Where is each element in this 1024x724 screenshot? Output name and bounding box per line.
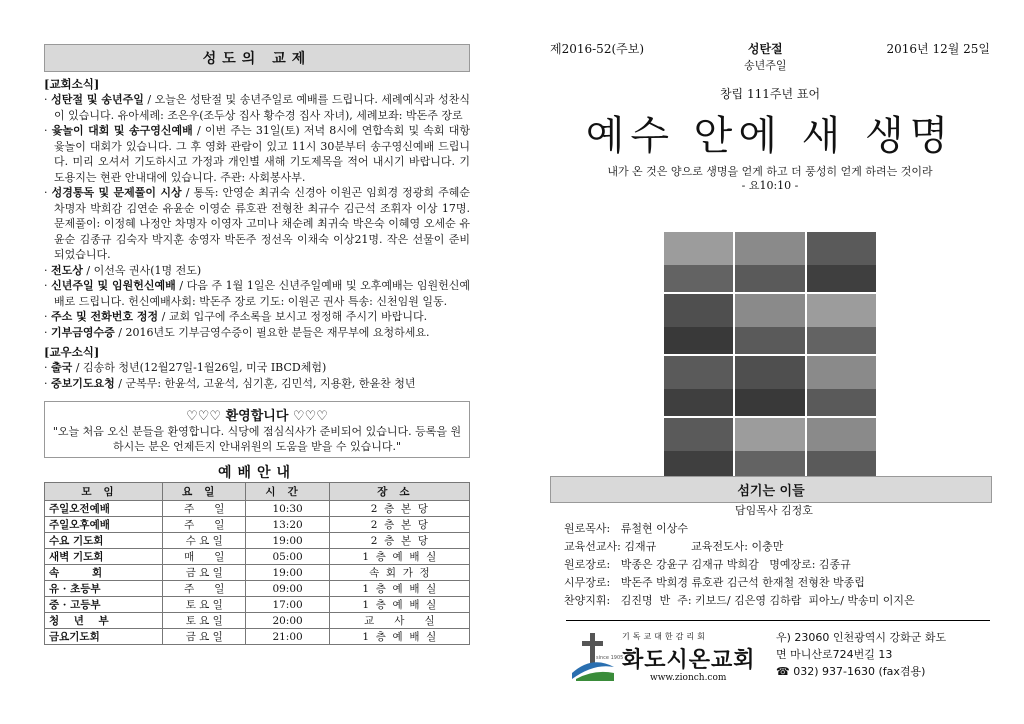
photo-collage <box>664 232 876 478</box>
service-row <box>45 581 470 597</box>
service-column-header: 시간 <box>246 483 329 501</box>
welcome-box <box>44 401 470 458</box>
bulletin-date: 2016년 12월 25일 <box>886 42 990 56</box>
servant-line: 찬양지휘: 김진명 반 주: 키보드/ 김은영 김하람 피아노/ 박송미 이지은 <box>564 594 915 607</box>
service-column-header: 모임 <box>45 483 163 501</box>
service-row <box>45 501 470 517</box>
church-phone: ☎ 032) 937-1630 (fax겸용) <box>776 665 926 678</box>
collage-photo <box>735 418 804 478</box>
news-item-title: 신년주일 및 임원헌신예배 <box>51 279 176 292</box>
news-item <box>44 376 470 392</box>
bullet: · <box>44 361 51 374</box>
fellowship-header: 성도의 교제 <box>44 44 470 72</box>
service-cell: 수요 기도회 <box>45 533 163 549</box>
theme-motto: 예수 안에 새 생명 <box>585 113 955 159</box>
bullet: · <box>44 186 52 199</box>
service-row <box>45 565 470 581</box>
service-cell: 매 일 <box>163 549 246 565</box>
collage-photo <box>735 356 804 416</box>
occasion-block <box>744 40 787 73</box>
left-panel <box>44 44 470 645</box>
servant-line: 원로장로: 박종은 강윤구 김재규 박희감 명예장로: 김종규 <box>564 558 851 571</box>
senior-pastor: 담임목사 김정호 <box>735 504 813 517</box>
service-cell: 새벽 기도회 <box>45 549 163 565</box>
news-item <box>44 309 470 325</box>
service-table <box>44 482 470 645</box>
bullet: · <box>44 93 52 106</box>
church-news-heading: [교회소식] <box>44 77 100 91</box>
service-cell: 교 사 실 <box>329 613 469 629</box>
news-item <box>44 263 470 279</box>
news-item-text: / 이번 주는 31일(토) 저녁 8시에 연합속회 및 속회 대항 윷놀이 대회가 있습니다. 그 후 영화 관람이 있고 11시 30분부터 송구영신예배 드립니다. 미리 오셔서 기도하시고 가정과 개인별 새해 기도제목을 적어 내시기 바랍니다. 기도용지는 현관 안내대에 있습니다. 주관: 사회봉사부. <box>54 124 470 184</box>
service-cell: 09:00 <box>246 581 329 597</box>
service-cell: 2 층 본 당 <box>329 517 469 533</box>
service-cell: 1 층 예 배 실 <box>329 581 469 597</box>
news-item-title: 전도상 <box>51 263 83 277</box>
collage-photo <box>807 232 876 292</box>
service-row <box>45 549 470 565</box>
news-item-text: / 통독: 안영순 최귀숙 신경아 이원곤 임희경 정광희 주혜순 차명자 박희감 김연순 유윤순 이영순 류호관 전형찬 최규수 김근석 조휘자 이상 17명. 문제풀이: 이정혜 나정안 차명자 이영자 고미나 채순례 최귀숙 박은숙 이혜영 오세순 유윤순 김종규 김숙자 박지훈 송영자 박돈주 정선옥 이채숙 이상21명. 작은 선물이 준비되었습니다. <box>54 186 471 261</box>
service-cell: 금요기도회 <box>45 629 163 645</box>
news-item-title: 성경통독 및 문제풀이 시상 <box>51 186 182 199</box>
service-cell: 주 일 <box>163 581 246 597</box>
news-item-text: / 교회 입구에 주소록을 보시고 정정해 주시기 바랍니다. <box>158 310 428 323</box>
service-cell: 05:00 <box>246 549 329 565</box>
service-cell: 19:00 <box>246 533 329 549</box>
bullet: · <box>44 263 51 277</box>
occasion-subtitle: 송년주일 <box>744 59 787 72</box>
collage-photo <box>735 232 804 292</box>
service-cell: 19:00 <box>246 565 329 581</box>
service-column-header: 요일 <box>163 483 246 501</box>
service-cell: 토 요 일 <box>163 597 246 613</box>
collage-photo <box>664 294 733 354</box>
service-cell: 속 회 <box>45 565 163 581</box>
news-item-title: 중보기도요청 <box>51 376 115 390</box>
church-address <box>776 629 946 689</box>
collage-photo <box>664 418 733 478</box>
collage-photo <box>807 356 876 416</box>
news-item <box>44 325 470 341</box>
service-cell: 금 요 일 <box>163 565 246 581</box>
service-cell: 청 년 부 <box>45 613 163 629</box>
news-item <box>44 278 470 309</box>
church-news-list <box>44 92 470 340</box>
bullet: · <box>44 279 52 292</box>
service-cell: 13:20 <box>246 517 329 533</box>
service-row <box>45 517 470 533</box>
service-cell: 금 요 일 <box>163 629 246 645</box>
member-news-heading: [교우소식] <box>44 345 100 359</box>
address-line-1: 우) 23060 인천광역시 강화군 화도 <box>776 631 947 644</box>
news-item-title: 주소 및 전화번호 정정 <box>51 310 159 323</box>
welcome-title: ♡♡♡ 환영합니다 ♡♡♡ <box>186 409 328 424</box>
occasion-title: 성탄절 <box>747 42 783 56</box>
service-cell: 주 일 <box>163 517 246 533</box>
service-row <box>45 629 470 645</box>
welcome-body: "오늘 처음 오신 분들을 환영합니다. 식당에 점심식사가 준비되어 있습니다. 등록을 원하시는 분은 언제든지 안내위원의 도움을 받을 수 있습니다." <box>52 425 462 453</box>
news-item-text: / 2016년도 기부금영수증이 필요한 분들은 재무부에 요청하세요. <box>114 325 430 339</box>
service-cell: 수 요 일 <box>163 533 246 549</box>
news-item-text: / 오늘은 성탄절 및 송년주일로 예배를 드립니다. 세례예식과 성찬식이 있습니다. 유아세례: 조은우(조두상 집사 황수경 집사 자녀), 세례보좌: 박돈주 장로 <box>54 93 470 122</box>
news-item-title: 기부금영수증 <box>51 325 115 339</box>
church-website: www.zionch.com <box>650 673 727 683</box>
collage-photo <box>664 356 733 416</box>
denomination-label: 기독교대한감리회 <box>622 632 708 641</box>
service-row <box>45 613 470 629</box>
collage-photo <box>735 294 804 354</box>
issue-number: 제2016-52(주보) <box>550 42 645 56</box>
news-item-text: / 이선옥 권사(1명 전도) <box>82 263 202 277</box>
news-item <box>44 360 470 376</box>
service-cell: 10:30 <box>246 501 329 517</box>
news-item-text: / 다음 주 1월 1일은 신년주일예배 및 오후예배는 임원헌신예배로 드립니다. 헌신예배사회: 박돈주 장로 기도: 이원곤 권사 특송: 신천임원 일동. <box>54 279 471 308</box>
service-cell: 20:00 <box>246 613 329 629</box>
service-cell: 토 요 일 <box>163 613 246 629</box>
service-cell: 1 층 예 배 실 <box>329 549 469 565</box>
news-item-text: / 군복무: 한윤석, 고윤석, 심기훈, 김민석, 지용환, 한윤찬 청년 <box>114 376 416 390</box>
service-cell: 주일오전예배 <box>45 501 163 517</box>
service-cell: 중 · 고등부 <box>45 597 163 613</box>
verse-text: 내가 온 것은 양으로 생명을 얻게 하고 더 풍성히 얻게 하려는 것이라 <box>607 165 933 178</box>
service-row <box>45 533 470 549</box>
service-cell: 속 회 가 정 <box>329 565 469 581</box>
service-cell: 주 일 <box>163 501 246 517</box>
theme-verse <box>550 165 990 193</box>
collage-photo <box>807 418 876 478</box>
servant-line: 교육선교사: 김재규 교육전도사: 이충만 <box>564 540 784 553</box>
church-name: 화도시온교회 <box>622 648 756 673</box>
news-item <box>44 92 470 123</box>
service-cell: 2 층 본 당 <box>329 501 469 517</box>
service-cell: 1 층 예 배 실 <box>329 629 469 645</box>
service-row <box>45 597 470 613</box>
bullet: · <box>44 325 51 339</box>
service-cell: 21:00 <box>246 629 329 645</box>
collage-photo <box>664 232 733 292</box>
news-item <box>44 123 470 185</box>
news-item-title: 윷놀이 대회 및 송구영신예배 <box>51 124 193 137</box>
news-item-title: 출국 <box>51 361 73 374</box>
service-cell: 1 층 예 배 실 <box>329 597 469 613</box>
service-cell: 유 · 초등부 <box>45 581 163 597</box>
service-cell: 17:00 <box>246 597 329 613</box>
service-cell: 2 층 본 당 <box>329 533 469 549</box>
servant-line: 시무장로: 박돈주 박희경 류호관 김근석 한재철 전형찬 박종립 <box>564 576 865 589</box>
service-cell: 주일오후예배 <box>45 517 163 533</box>
collage-photo <box>807 294 876 354</box>
cross-logo-icon <box>570 633 624 681</box>
service-column-header: 장소 <box>329 483 469 501</box>
news-item-title: 성탄절 및 송년주일 <box>51 93 144 106</box>
bullet: · <box>44 124 52 137</box>
servants-header: 섬기는 이들 <box>550 476 992 503</box>
bulletin-header <box>550 40 990 73</box>
news-item-text: / 김송하 청년(12월27일-1월26일, 미국 IBCD체험) <box>72 361 327 374</box>
right-panel <box>550 40 990 683</box>
theme-label: 창립 111주년 표어 <box>719 87 821 101</box>
service-guide-title: 예배안내 <box>217 465 297 481</box>
member-news-list <box>44 360 470 391</box>
church-logo <box>566 629 776 689</box>
church-footer <box>566 620 990 689</box>
verse-reference: - 요10:10 - <box>741 179 799 192</box>
servant-lines <box>564 520 984 610</box>
news-item <box>44 185 470 263</box>
bullet: · <box>44 310 51 323</box>
servants-list <box>564 502 984 610</box>
logo-since: since 1905 <box>596 655 624 661</box>
servant-line: 원로목사: 류철현 이상수 <box>564 522 688 535</box>
address-line-2: 면 마니산로724번길 13 <box>776 648 893 661</box>
bullet: · <box>44 376 51 390</box>
